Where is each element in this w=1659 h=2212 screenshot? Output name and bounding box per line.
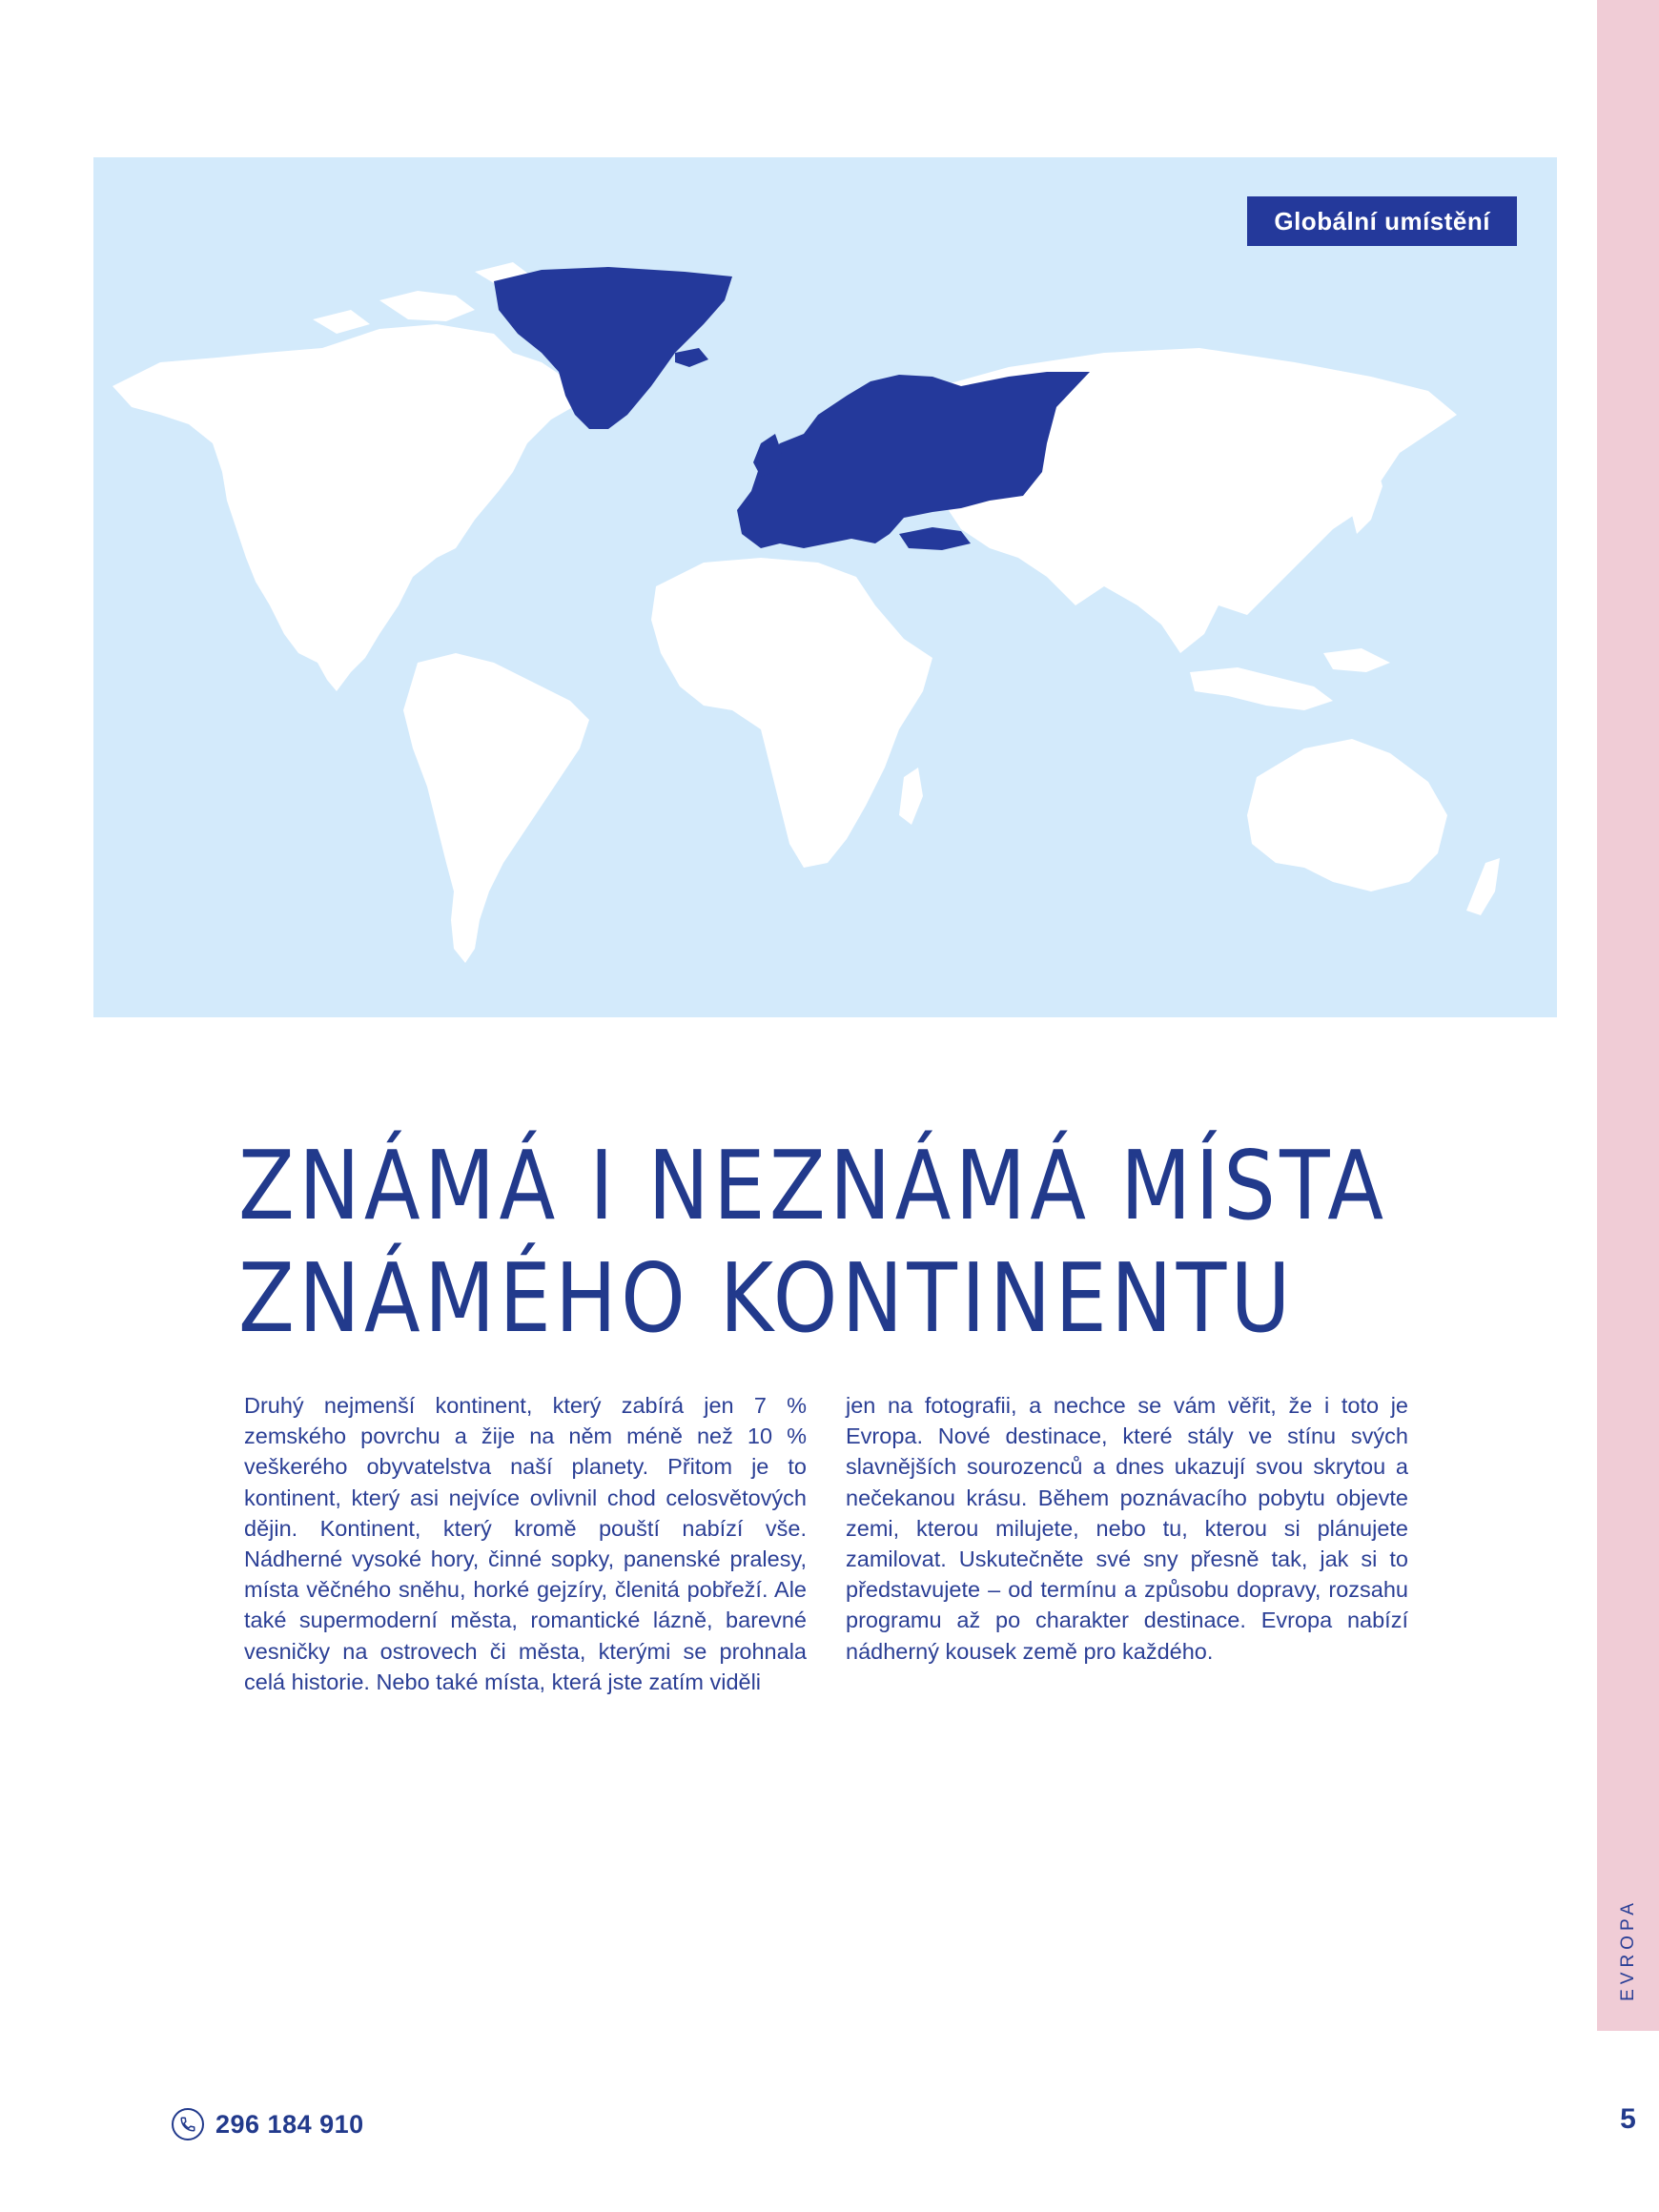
footer-phone-contact[interactable] <box>172 2105 364 2143</box>
southeast-asia-islands <box>1190 648 1390 710</box>
phone-icon-glyph <box>179 2116 196 2133</box>
section-label-text: EVROPA <box>1618 1898 1638 2001</box>
headline-line-1: ZNÁMÁ I NEZNÁMÁ MÍSTA <box>238 1130 1388 1241</box>
madagascar <box>899 768 923 825</box>
north-america-landmass <box>113 324 584 691</box>
australia-landmass <box>1247 739 1447 891</box>
side-color-strip <box>1597 0 1659 2031</box>
africa-landmass <box>651 558 932 868</box>
page-number: 5 <box>1620 2103 1636 2135</box>
page-headline <box>238 1130 1388 1355</box>
phone-number: 296 184 910 <box>215 2109 364 2139</box>
section-label-vertical <box>1609 1897 1648 2002</box>
turkey-highlighted <box>899 527 971 550</box>
map-badge-label: Globální umístění <box>1274 206 1490 236</box>
map-location-badge <box>1247 196 1517 246</box>
south-america-landmass <box>403 653 589 963</box>
world-map-graphic <box>93 157 1557 1017</box>
body-text-right-column: jen na fotografii, a nechce se vám věřit, že i toto je Evropa. Nové destinace, které stály ve stínu svých slavnějších sourozenců a dnes ukazují svou skrytou a nečekanou krásu. Během poznávacího pobytu objevte zemi, kterou milujete, nebo tu, kterou si plánujete zamilovat. Uskutečněte své sny přesně tak, jak si to představujete – od termínu a způsobu dopravy, rozsahu programu až po charakter destinace. Evropa nabízí nádherný kousek země pro každého. <box>846 1393 1408 1664</box>
phone-icon <box>172 2108 204 2140</box>
iceland-highlighted <box>675 348 708 367</box>
headline-line-2: ZNÁMÉHO KONTINENTU <box>238 1242 1295 1354</box>
new-zealand <box>1466 858 1500 915</box>
body-text-left-column: Druhý nejmenší kontinent, který zabírá jen 7 % zemského povrchu a žije na něm méně než 10 % veškerého obyvatelstva naší planety. Přitom je to kontinent, který asi nejvíce ovlivnil chod celosvětových dějin. Kontinent, který kromě pouští nabízí vše. Nádherné vysoké hory, činné sopky, panenské pralesy, místa věčného sněhu, horké gejzíry, členitá pobřeží. Ale také supermoderní města, romantické lázně, barevné vesničky na ostrovech či města, kterými se prohnala celá historie. Nebo také místa, která jste zatím viděli <box>244 1393 807 1694</box>
world-map <box>93 157 1557 1017</box>
